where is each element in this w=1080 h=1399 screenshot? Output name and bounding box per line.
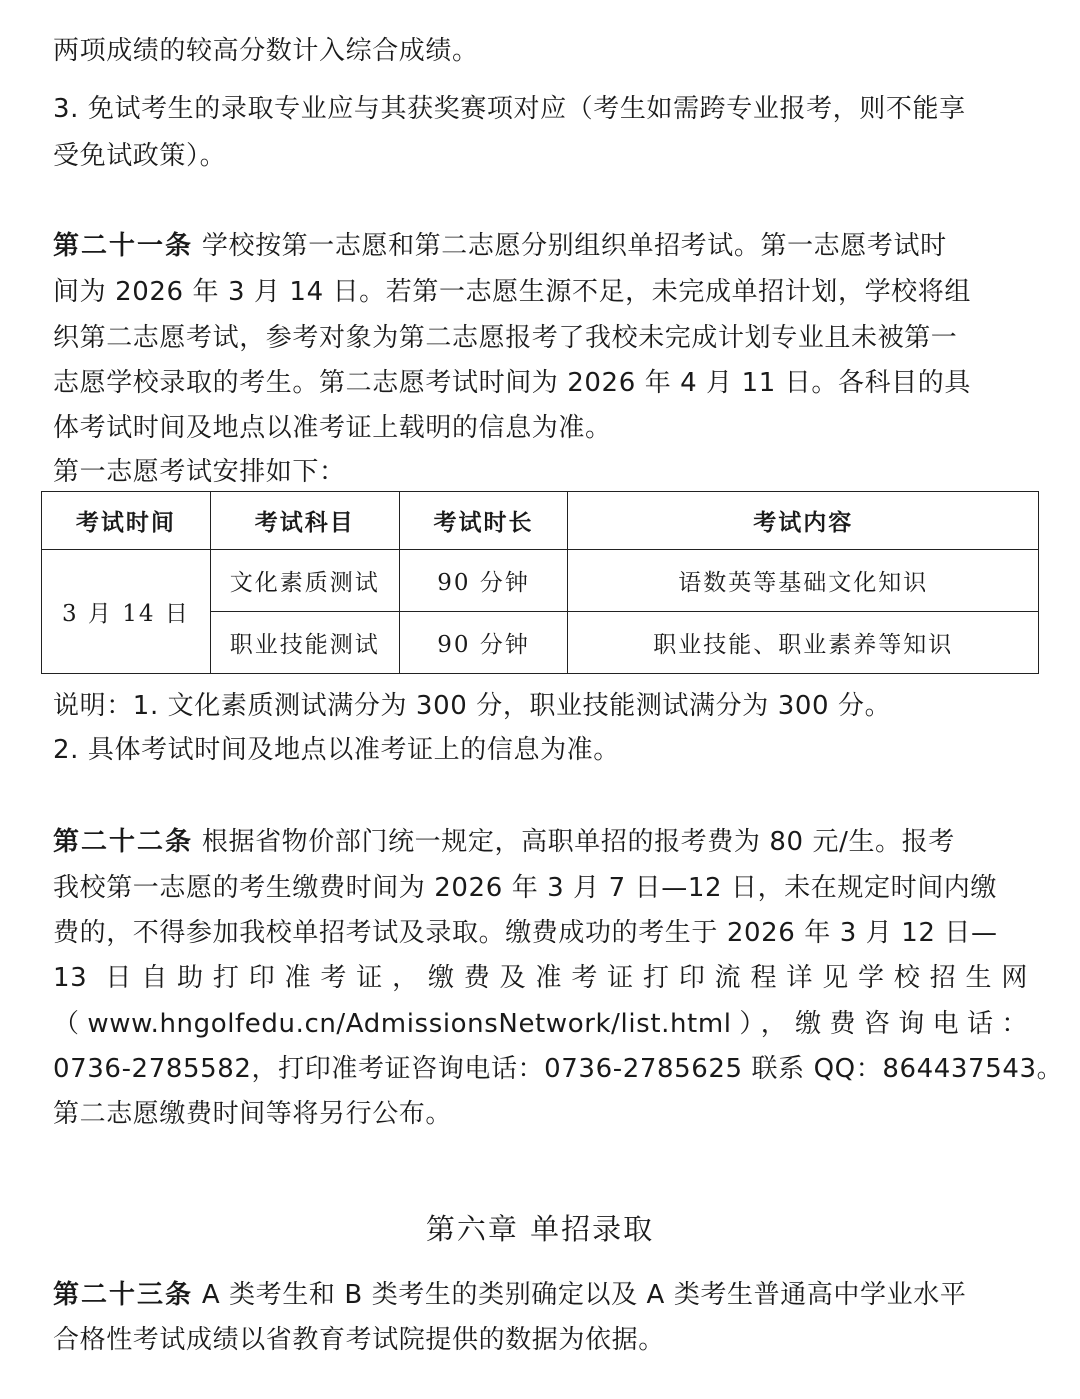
article-22-line: [53, 826, 1028, 858]
paragraph-line: 间为 2026 年 3 月 14 日。若第一志愿生源不足，未完成单招计划，学校将组: [53, 277, 971, 307]
article-22-label: 第二十二条: [53, 827, 194, 857]
header-exam-subject: 考试科目: [210, 492, 399, 550]
paragraph-line: 我校第一志愿的考生缴费时间为 2026 年 3 月 7 日—12 日，未在规定时间内缴: [53, 873, 997, 903]
article-22-text: 根据省物价部门统一规定，高职单招的报考费为 80 元/生。报考: [193, 827, 955, 857]
header-exam-time: 考试时间: [42, 492, 211, 550]
note-line: 2. 具体考试时间及地点以准考证上的信息为准。: [53, 735, 620, 765]
table-row: [42, 550, 1039, 612]
header-exam-duration: 考试时长: [399, 492, 568, 550]
paragraph-line: 织第二志愿考试，参考对象为第二志愿报考了我校未完成计划专业且未被第一: [53, 323, 958, 353]
article-23-text: A 类考生和 B 类考生的类别确定以及 A 类考生普通高中学业水平: [193, 1280, 967, 1310]
article-21-label: 第二十一条: [53, 231, 194, 261]
exam-date-cell: 3 月 14 日: [42, 550, 211, 674]
paragraph-line: 0736-2785582，打印准考证咨询电话：0736-2785625 联系 QQ：864437543。: [53, 1054, 1064, 1084]
article-23-label: 第二十三条: [53, 1280, 194, 1310]
paragraph-line: 志愿学校录取的考生。第二志愿考试时间为 2026 年 4 月 11 日。各科目的具: [53, 368, 971, 398]
schedule-intro: 第一志愿考试安排如下：: [53, 457, 346, 487]
article-21-line: [53, 230, 1028, 262]
article-23-line: [53, 1279, 1028, 1311]
header-exam-content: 考试内容: [568, 492, 1039, 550]
paragraph-line: 3. 免试考生的录取专业应与其获奖赛项对应（考生如需跨专业报考，则不能享: [53, 94, 966, 124]
article-21-text: 学校按第一志愿和第二志愿分别组织单招考试。第一志愿考试时: [193, 231, 947, 261]
paragraph-line: 费的，不得参加我校单招考试及录取。缴费成功的考生于 2026 年 3 月 12 日—: [53, 918, 998, 948]
paragraph-line: 第二志愿缴费时间等将另行公布。: [53, 1099, 453, 1129]
paragraph-line: 13 日自助打印准考证，缴费及准考证打印流程详见学校招生网: [53, 963, 1028, 993]
chapter-heading: 第六章 单招录取: [425, 1212, 655, 1246]
paragraph-line: （www.hngolfedu.cn/AdmissionsNetwork/list.html），缴费咨询电话：: [53, 1009, 1028, 1039]
content-cell: 语数英等基础文化知识: [568, 550, 1039, 612]
paragraph-line: 两项成绩的较高分数计入综合成绩。: [53, 36, 479, 66]
paragraph-line: 体考试时间及地点以准考证上载明的信息为准。: [53, 413, 612, 443]
duration-cell: 90 分钟: [399, 612, 568, 674]
paragraph-line: 合格性考试成绩以省教育考试院提供的数据为依据。: [53, 1325, 665, 1355]
note-line: 说明：1. 文化素质测试满分为 300 分，职业技能测试满分为 300 分。: [53, 691, 892, 721]
paragraph-line: 受免试政策）。: [53, 141, 227, 171]
subject-cell: 文化素质测试: [210, 550, 399, 612]
table-header-row: [42, 492, 1039, 550]
exam-schedule-table: [41, 491, 1039, 674]
subject-cell: 职业技能测试: [210, 612, 399, 674]
content-cell: 职业技能、职业素养等知识: [568, 612, 1039, 674]
duration-cell: 90 分钟: [399, 550, 568, 612]
